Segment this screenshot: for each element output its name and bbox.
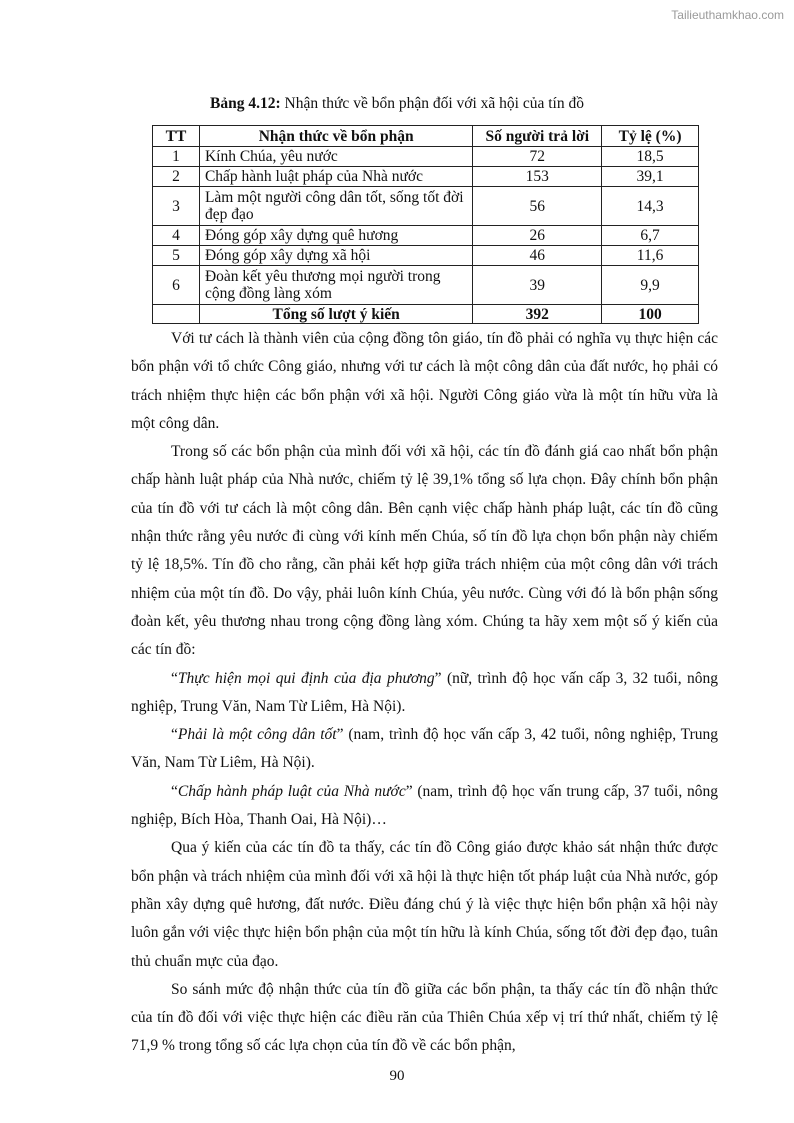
cell-tt: 1 bbox=[153, 147, 200, 167]
cell-pct: 6,7 bbox=[602, 226, 699, 246]
table-row bbox=[153, 266, 699, 305]
quote-italic: Chấp hành pháp luật của Nhà nước bbox=[177, 782, 406, 800]
cell-total-pct: 100 bbox=[602, 305, 699, 324]
quote-rest: ” (nữ, trình độ học vấn cấp 3, 32 tuổi, nông nghiệp, Trung Văn, Nam Từ Liêm, Hà Nội). bbox=[131, 669, 718, 715]
cell-tt: 3 bbox=[153, 187, 200, 226]
cell-item: Đóng góp xây dựng quê hương bbox=[199, 226, 472, 246]
table-row bbox=[153, 246, 699, 266]
table-row bbox=[153, 167, 699, 187]
cell-count: 46 bbox=[473, 246, 602, 266]
header-tt: TT bbox=[153, 126, 200, 147]
quote-italic: Phải là một công dân tốt bbox=[177, 726, 337, 744]
cell-item: Đoàn kết yêu thương mọi người trong cộng đồng làng xóm bbox=[199, 266, 472, 305]
cell-count: 26 bbox=[473, 226, 602, 246]
quote-open: “ bbox=[171, 669, 178, 687]
quote-paragraph bbox=[131, 721, 718, 778]
cell-count: 153 bbox=[473, 167, 602, 187]
cell-count: 56 bbox=[473, 187, 602, 226]
cell-tt: 2 bbox=[153, 167, 200, 187]
quote-open: “ bbox=[171, 782, 178, 800]
cell-total-label: Tổng số lượt ý kiến bbox=[199, 305, 472, 324]
quote-italic: Thực hiện mọi qui định của địa phương bbox=[177, 669, 435, 687]
paragraph: So sánh mức độ nhận thức của tín đồ giữa các bổn phận, ta thấy các tín đồ nhận thức của tín đồ đối với việc thực hiện các điều răn của Thiên Chúa xếp vị trí thứ nhất, chiếm tỷ lệ 71,9 % trong tổng số các lựa chọn của tín đồ về các bổn phận, bbox=[131, 980, 718, 1055]
cell-tt: 6 bbox=[153, 266, 200, 305]
table-row bbox=[153, 147, 699, 167]
cell-pct: 14,3 bbox=[602, 187, 699, 226]
quote-open: “ bbox=[171, 726, 178, 744]
table-header-row bbox=[153, 126, 699, 147]
cell-pct: 18,5 bbox=[602, 147, 699, 167]
table-caption bbox=[0, 95, 794, 113]
paragraph: Với tư cách là thành viên của cộng đồng tôn giáo, tín đồ phải có nghĩa vụ thực hiện các bổn phận với tổ chức Công giáo, nhưng với tư cách là một công dân của đất nước, họ phải có trách nhiệm thực hiện các bổn phận với xã hội. Người Công giáo vừa là một tín hữu vừa là một công dân. bbox=[131, 330, 718, 432]
table-caption-text: Nhận thức về bổn phận đối với xã hội của tín đồ bbox=[280, 95, 584, 112]
cell-total-empty bbox=[153, 305, 200, 324]
table-row bbox=[153, 226, 699, 246]
cell-tt: 4 bbox=[153, 226, 200, 246]
cell-item: Đóng góp xây dựng xã hội bbox=[199, 246, 472, 266]
header-ratio: Tỷ lệ (%) bbox=[602, 126, 699, 147]
paragraph: Trong số các bổn phận của mình đối với xã hội, các tín đồ đánh giá cao nhất bổn phận chấp hành luật pháp của Nhà nước, chiếm tỷ lệ 39,1% tổng số lựa chọn. Đây chính bổn phận của tín đồ với tư cách là một công dân. Bên cạnh việc chấp hành pháp luật, các tín đồ cũng nhận thức rằng yêu nước đi cùng với kính mến Chúa, số tín đồ lựa chọn bổn phận này chiếm tỷ lệ 18,5%. Tín đồ cho rằng, cần phải kết hợp giữa trách nhiệm của một công dân với trách nhiệm của một tín đồ. Do vậy, phải luôn kính Chúa, yêu nước. Cùng với đó là bổn phận sống đoàn kết, yêu thương nhau trong cộng đồng làng xóm. Chúng ta hãy xem một số ý kiến của các tín đồ: bbox=[131, 443, 718, 659]
quote-rest: ” (nam, trình độ học vấn cấp 3, 42 tuổi, nông nghiệp, Trung Văn, Nam Từ Liêm, Hà Nội). bbox=[131, 726, 719, 772]
watermark-text: Tailieuthamkhao.com bbox=[671, 8, 784, 22]
table-row bbox=[153, 187, 699, 226]
header-respondents: Số người trả lời bbox=[473, 126, 602, 147]
quote-rest: ” (nam, trình độ học vấn trung cấp, 37 tuổi, nông nghiệp, Bích Hòa, Thanh Oai, Hà Nội)… bbox=[131, 782, 718, 829]
body-text bbox=[131, 325, 718, 1061]
cell-count: 72 bbox=[473, 147, 602, 167]
page-number: 90 bbox=[389, 1068, 405, 1084]
cell-pct: 39,1 bbox=[602, 167, 699, 187]
cell-total-count: 392 bbox=[473, 305, 602, 324]
cell-tt: 5 bbox=[153, 246, 200, 266]
cell-pct: 9,9 bbox=[602, 266, 699, 305]
cell-pct: 11,6 bbox=[602, 246, 699, 266]
cell-item: Kính Chúa, yêu nước bbox=[199, 147, 472, 167]
cell-item: Chấp hành luật pháp của Nhà nước bbox=[199, 167, 472, 187]
quote-paragraph bbox=[131, 665, 718, 722]
table-caption-label: Bảng 4.12: bbox=[210, 95, 281, 112]
cell-count: 39 bbox=[473, 266, 602, 305]
quote-paragraph bbox=[131, 778, 718, 835]
awareness-table bbox=[152, 125, 699, 324]
table-total-row bbox=[153, 305, 699, 324]
cell-item: Làm một người công dân tốt, sống tốt đời đẹp đạo bbox=[199, 187, 472, 226]
header-awareness: Nhận thức về bổn phận bbox=[199, 126, 472, 147]
paragraph: Qua ý kiến của các tín đồ ta thấy, các tín đồ Công giáo được khảo sát nhận thức được bổn phận và trách nhiệm của mình đối với xã hội là thực hiện tốt pháp luật của Nhà nước, góp phần xây dựng quê hương, đất nước. Điều đáng chú ý là việc thực hiện bổn phận xã hội này luôn gắn với việc thực hiện bổn phận của một tín hữu là kính Chúa, sống tốt đời đẹp đạo, tuân thủ chuẩn mực của đạo. bbox=[131, 839, 718, 970]
